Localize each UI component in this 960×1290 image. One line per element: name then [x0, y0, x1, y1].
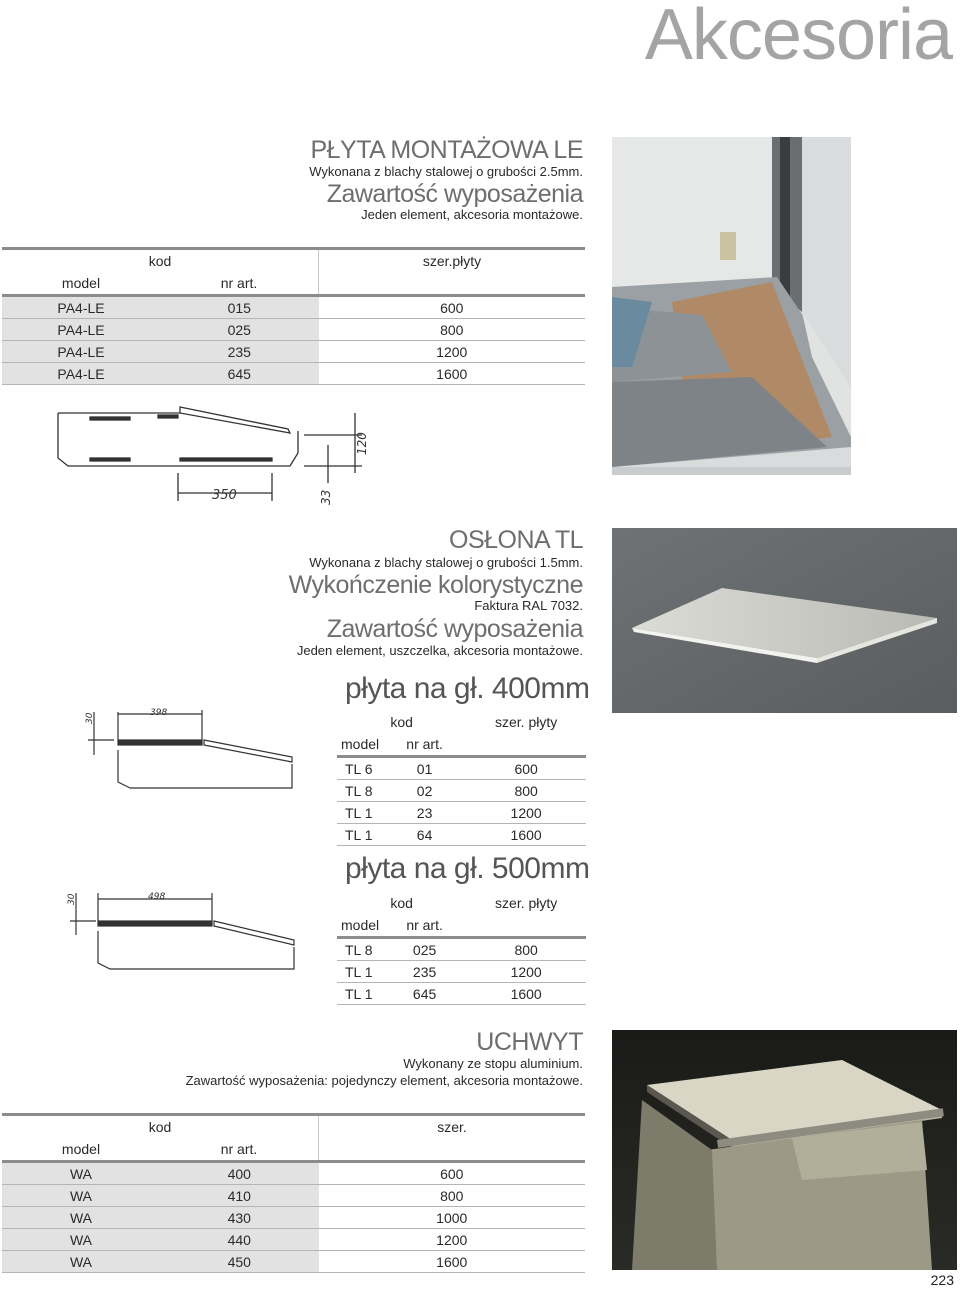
cell-article: 450: [160, 1251, 319, 1273]
cover-description: Wykonana z blachy stalowej o grubości 1.5mm.: [309, 555, 583, 570]
table-row: [2, 1229, 585, 1251]
section-title-cover: OSŁONA TL: [449, 526, 583, 554]
table-row: [337, 961, 586, 983]
cell-width: 600: [466, 757, 586, 780]
cell-article: 015: [160, 296, 319, 319]
table-row: [337, 780, 586, 802]
cell-article: 400: [160, 1162, 319, 1185]
cell-article: 235: [160, 341, 319, 363]
table-row: [337, 757, 586, 780]
table-row: [337, 938, 586, 961]
cover-500-table: [337, 892, 586, 1005]
col-header-width: szer.: [319, 1115, 586, 1139]
table-row: [337, 824, 586, 846]
cover-500-drawing: [62, 885, 307, 980]
col-header-width: szer.płyty: [319, 249, 586, 273]
cover-400-drawing: [80, 700, 305, 795]
col-header-model: model: [337, 914, 383, 938]
cell-model: WA: [2, 1251, 160, 1273]
cover-photo: [612, 528, 957, 713]
col-header-article: nr art.: [383, 733, 466, 757]
cell-article: 440: [160, 1229, 319, 1251]
col-header-width: szer. płyty: [495, 895, 558, 911]
cell-width: 1200: [466, 802, 586, 824]
cover-400-table: [337, 711, 586, 846]
holder-equipment-text: Zawartość wyposażenia: pojedynczy element, akcesoria montażowe.: [185, 1073, 583, 1088]
cell-model: WA: [2, 1229, 160, 1251]
cell-model: TL 1: [337, 824, 383, 846]
cell-width: 800: [466, 780, 586, 802]
table-row: [2, 363, 585, 385]
holder-photo: [612, 1030, 957, 1270]
cell-model: WA: [2, 1207, 160, 1229]
section-title-mounting-plate: PŁYTA MONTAŻOWA LE: [310, 136, 583, 164]
cell-article: 645: [160, 363, 319, 385]
table-row: [2, 1251, 585, 1273]
cell-width: 1600: [466, 824, 586, 846]
cell-article: 64: [383, 824, 466, 846]
cell-width: 800: [319, 319, 586, 341]
cell-model: TL 1: [337, 802, 383, 824]
col-header-kod: kod: [2, 1115, 319, 1139]
col-header-kod: kod: [390, 714, 413, 730]
table-row: [2, 319, 585, 341]
table-row: [337, 802, 586, 824]
cover-finish-text: Faktura RAL 7032.: [474, 598, 583, 613]
dim-height-label: 120: [355, 432, 369, 455]
table-row: [2, 1207, 585, 1229]
cell-article: 02: [383, 780, 466, 802]
col-header-article: nr art.: [383, 914, 466, 938]
cell-width: 1600: [319, 363, 586, 385]
page-number: 223: [930, 1272, 954, 1288]
section-title-holder: UCHWYT: [476, 1028, 583, 1056]
mounting-plate-photo: [612, 137, 851, 475]
cover-equipment-text: Jeden element, uszczelka, akcesoria montażowe.: [296, 643, 583, 658]
cell-width: 1200: [319, 341, 586, 363]
cover-finish-heading: Wykończenie kolorystyczne: [288, 571, 583, 599]
cell-model: PA4-LE: [2, 319, 160, 341]
table-row: [337, 983, 586, 1005]
plate-400-title: płyta na gł. 400mm: [345, 672, 590, 705]
col-header-model: model: [337, 733, 383, 757]
dim-height-label: 30: [67, 893, 77, 905]
dim-depth-label: 33: [319, 489, 333, 505]
mounting-plate-description: Wykonana z blachy stalowej o grubości 2.5mm.: [309, 164, 583, 179]
holder-table: [2, 1113, 585, 1273]
cell-width: 600: [319, 1162, 586, 1185]
cell-model: PA4-LE: [2, 341, 160, 363]
mounting-plate-table: [2, 247, 585, 385]
holder-description: Wykonany ze stopu aluminium.: [403, 1056, 583, 1071]
cell-article: 01: [383, 757, 466, 780]
cell-article: 025: [160, 319, 319, 341]
dim-width-label: 350: [212, 488, 237, 503]
cell-article: 23: [383, 802, 466, 824]
dim-width-label: 398: [150, 708, 168, 718]
col-header-model: model: [2, 1138, 160, 1162]
cell-model: PA4-LE: [2, 363, 160, 385]
cell-width: 1600: [466, 983, 586, 1005]
mounting-plate-equipment-heading: Zawartość wyposażenia: [326, 180, 583, 208]
table-row: [2, 296, 585, 319]
cell-model: TL 6: [337, 757, 383, 780]
cell-width: 600: [319, 296, 586, 319]
col-header-kod: kod: [2, 249, 319, 273]
col-header-article: nr art.: [160, 1138, 319, 1162]
cell-model: TL 8: [337, 938, 383, 961]
cell-article: 410: [160, 1185, 319, 1207]
table-row: [2, 1185, 585, 1207]
cell-model: TL 1: [337, 983, 383, 1005]
dim-width-label: 498: [148, 892, 166, 902]
table-row: [2, 1162, 585, 1185]
cell-article: 235: [383, 961, 466, 983]
col-header-model: model: [2, 272, 160, 296]
plate-500-title: płyta na gł. 500mm: [345, 852, 590, 885]
cell-model: TL 1: [337, 961, 383, 983]
dim-height-label: 30: [85, 712, 95, 724]
table-row: [2, 341, 585, 363]
cell-width: 800: [319, 1185, 586, 1207]
cell-article: 430: [160, 1207, 319, 1229]
cell-article: 645: [383, 983, 466, 1005]
cell-width: 1200: [466, 961, 586, 983]
mounting-plate-drawing: [50, 393, 380, 513]
col-header-article: nr art.: [160, 272, 319, 296]
mounting-plate-equipment-text: Jeden element, akcesoria montażowe.: [361, 207, 583, 222]
cell-width: 1000: [319, 1207, 586, 1229]
cell-width: 1600: [319, 1251, 586, 1273]
cover-equipment-heading: Zawartość wyposażenia: [326, 615, 583, 643]
page-title: Akcesoria: [644, 0, 952, 75]
cell-model: WA: [2, 1185, 160, 1207]
cell-width: 800: [466, 938, 586, 961]
cell-model: WA: [2, 1162, 160, 1185]
cell-width: 1200: [319, 1229, 586, 1251]
cell-model: PA4-LE: [2, 296, 160, 319]
cell-article: 025: [383, 938, 466, 961]
col-header-width: szer. płyty: [495, 714, 558, 730]
cell-model: TL 8: [337, 780, 383, 802]
col-header-kod: kod: [390, 895, 413, 911]
